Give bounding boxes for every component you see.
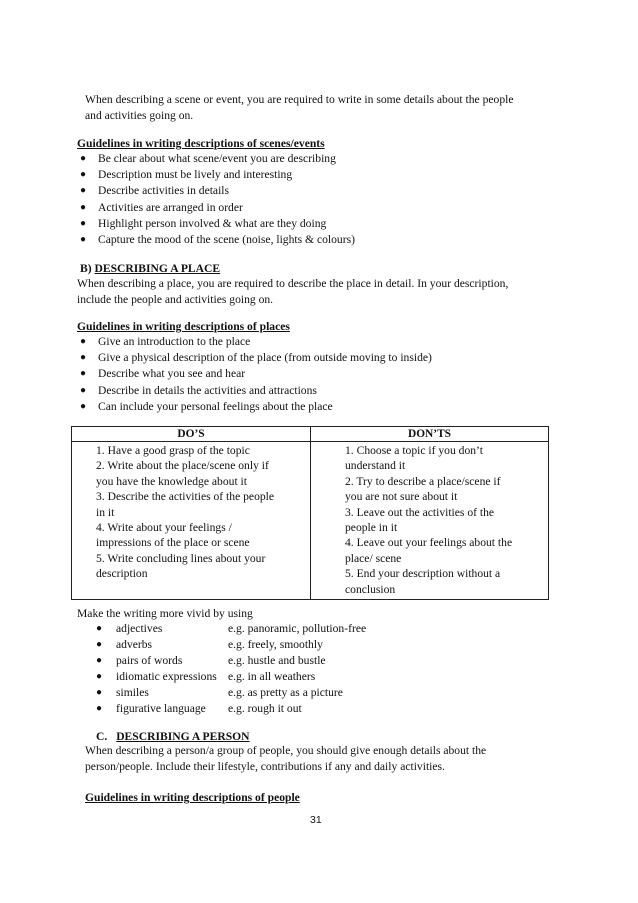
donts-line: 5. End your description without a xyxy=(345,567,501,581)
section-c-prefix: C. xyxy=(96,730,108,743)
vivid-example: e.g. hustle and bustle xyxy=(228,653,326,667)
list-item: ● Description must be lively and interesting xyxy=(76,167,355,183)
list-item: ● Give a physical description of the place (from outside moving to inside) xyxy=(76,350,432,366)
bullet-icon: ● xyxy=(80,384,87,396)
section-c-heading xyxy=(96,729,250,744)
donts-line: you are not sure about it xyxy=(345,490,458,504)
people-heading: Guidelines in writing descriptions of people xyxy=(85,791,300,804)
dos-line: you have the knowledge about it xyxy=(96,474,248,488)
bullet-icon: ● xyxy=(80,234,87,246)
page-number: 31 xyxy=(310,814,322,826)
list-item: ● Be clear about what scene/event you are describing xyxy=(76,151,355,167)
bullet-icon: ● xyxy=(80,352,87,364)
list-item xyxy=(96,637,366,653)
dos-line: 1. Have a good grasp of the topic xyxy=(96,444,250,457)
intro-line-1: When describing a scene or event, you are required to write in some details about the people xyxy=(85,93,514,106)
vivid-list xyxy=(96,621,366,716)
list-item xyxy=(96,653,366,669)
bullet-icon: ● xyxy=(96,686,103,698)
bullet-icon: ● xyxy=(96,670,103,682)
dos-line: description xyxy=(96,567,148,581)
donts-line: 2. Try to describe a place/scene if xyxy=(345,474,501,488)
list-item xyxy=(96,621,366,637)
donts-line: understand it xyxy=(345,459,406,473)
section-b-heading xyxy=(80,261,220,276)
section-b-line-1: When describing a place, you are required to describe the place in detail. In your description, xyxy=(77,277,509,290)
vivid-example: e.g. panoramic, pollution-free xyxy=(228,622,367,635)
list-item xyxy=(96,669,366,685)
dos-line: 4. Write about your feelings / xyxy=(96,521,232,535)
bullet-icon: ● xyxy=(96,638,103,650)
scenes-heading: Guidelines in writing descriptions of scenes/events xyxy=(77,137,325,150)
vivid-example: e.g. as pretty as a picture xyxy=(228,685,343,699)
donts-line: people in it xyxy=(345,521,398,535)
vivid-example: e.g. in all weathers xyxy=(228,669,316,683)
dos-cell xyxy=(72,442,311,600)
section-c-line-2: person/people. Include their lifestyle, contributions if any and daily activities. xyxy=(85,760,445,773)
list-item: ● Can include your personal feelings about the place xyxy=(76,399,432,415)
bullet-icon: ● xyxy=(80,169,87,181)
donts-line: 3. Leave out the activities of the xyxy=(345,505,495,519)
dos-line: impressions of the place or scene xyxy=(96,536,250,550)
list-item: ● Give an introduction to the place xyxy=(76,334,432,350)
section-b-title: DESCRIBING A PLACE xyxy=(94,262,221,275)
bullet-icon: ● xyxy=(80,368,87,380)
bullet-icon: ● xyxy=(96,654,103,666)
places-list xyxy=(76,334,432,415)
donts-cell xyxy=(311,442,549,600)
bullet-icon: ● xyxy=(96,623,103,634)
list-item: ● Highlight person involved & what are they doing xyxy=(76,216,355,232)
dos-line: 5. Write concluding lines about your xyxy=(96,551,266,565)
section-c-title: DESCRIBING A PERSON xyxy=(116,730,250,743)
bullet-icon: ● xyxy=(80,153,87,164)
donts-line: conclusion xyxy=(345,582,396,596)
dos-donts-table xyxy=(71,426,549,600)
dos-line: in it xyxy=(96,505,115,519)
intro-line-2: and activities going on. xyxy=(85,109,194,122)
vivid-term: pairs of words xyxy=(116,653,183,667)
vivid-term: figurative language xyxy=(116,701,206,715)
scenes-list xyxy=(76,151,355,248)
section-c-line-1: When describing a person/a group of people, you should give enough details about the xyxy=(85,744,487,757)
section-b-line-2: include the people and activities going on. xyxy=(77,293,274,306)
list-item: ● Describe activities in details xyxy=(76,183,355,199)
places-heading: Guidelines in writing descriptions of places xyxy=(77,320,290,333)
dos-header: DO’S xyxy=(72,427,311,442)
section-b-prefix: B) xyxy=(80,262,92,275)
bullet-icon: ● xyxy=(80,185,87,197)
list-item: ● Describe in details the activities and attractions xyxy=(76,383,432,399)
donts-line: place/ scene xyxy=(345,551,402,565)
dos-line: 3. Describe the activities of the people xyxy=(96,490,275,504)
bullet-icon: ● xyxy=(96,702,103,714)
vivid-example: e.g. rough it out xyxy=(228,701,302,715)
list-item: ● Activities are arranged in order xyxy=(76,200,355,216)
dos-line: 2. Write about the place/scene only if xyxy=(96,459,269,473)
bullet-icon: ● xyxy=(80,336,87,347)
vivid-term: similes xyxy=(116,685,149,699)
list-item xyxy=(96,701,366,717)
bullet-icon: ● xyxy=(80,217,87,229)
bullet-icon: ● xyxy=(80,201,87,213)
list-item: ● Capture the mood of the scene (noise, lights & colours) xyxy=(76,232,355,248)
vivid-example: e.g. freely, smoothly xyxy=(228,637,323,651)
vivid-term: idiomatic expressions xyxy=(116,669,217,683)
vivid-term: adverbs xyxy=(116,637,153,651)
list-item xyxy=(96,685,366,701)
donts-line: 4. Leave out your feelings about the xyxy=(345,536,513,550)
donts-line: 1. Choose a topic if you don’t xyxy=(345,444,483,457)
vivid-lead: Make the writing more vivid by using xyxy=(77,607,253,620)
vivid-term: adjectives xyxy=(116,622,163,635)
donts-header: DON’TS xyxy=(311,427,549,442)
bullet-icon: ● xyxy=(80,400,87,412)
list-item: ● Describe what you see and hear xyxy=(76,366,432,382)
